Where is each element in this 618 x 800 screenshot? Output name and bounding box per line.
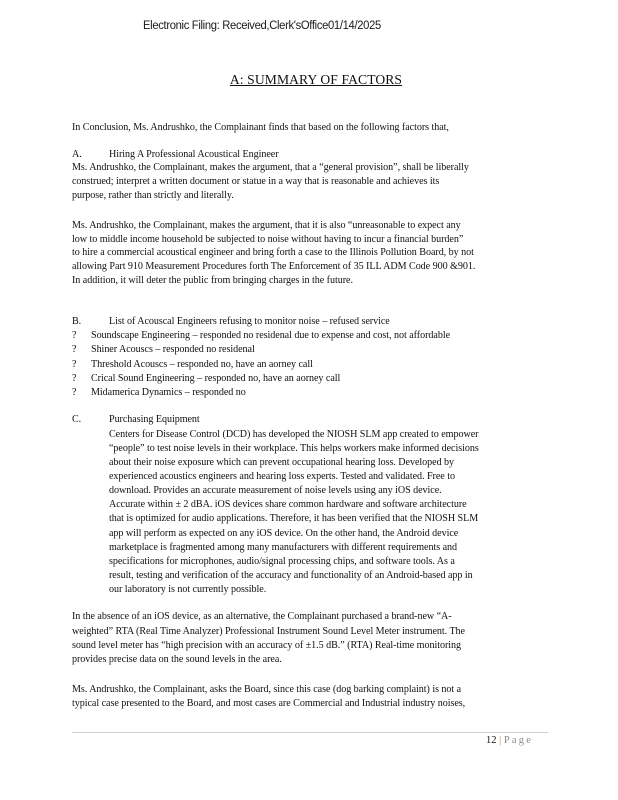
section-a-letter: A. <box>72 149 82 160</box>
section-c-line: about their noise exposure which can prevent occupational hearing loss. Developed by <box>109 457 455 468</box>
section-c-heading: Purchasing Equipment <box>109 414 200 425</box>
page-number <box>486 735 533 746</box>
page-title: A: SUMMARY OF FACTORS <box>229 72 403 87</box>
section-c-line: download. Provides an accurate measurement of noise levels using any iOS device. <box>109 485 442 496</box>
bullet-glyph: ? <box>72 330 77 341</box>
page-number-value: 12 <box>486 735 497 746</box>
list-item: Shiner Acouscs – responded no residenal <box>91 344 255 355</box>
list-item: Soundscape Engineering – responded no residenal due to expense and cost, not affordable <box>91 330 451 341</box>
section-c-line: specifications for microphones, audio/signal processing chips, and software tools. As a <box>109 556 455 567</box>
bullet-glyph: ? <box>72 373 77 384</box>
section-c-line: app will perform as expected on any iOS device. On the other hand, the Android device <box>109 528 459 539</box>
section-c-line: that is optimized for audio applications. Therefore, it has been verified that the NIOSH SLM <box>109 513 479 524</box>
section-c-line: Centers for Disease Control (DCD) has developed the NIOSH SLM app created to empower <box>109 429 479 440</box>
section-a-para1-line: Ms. Andrushko, the Complainant, makes the argument, that a “general provision”, shall be liberally <box>72 162 469 173</box>
section-a-para2-line: In addition, it will deter the public from bringing charges in the future. <box>72 275 353 286</box>
paragraph-line: Ms. Andrushko, the Complainant, asks the Board, since this case (dog barking complaint) is not a <box>72 684 462 695</box>
section-c-line: result, testing and verification of the accuracy and functionality of an Android-based app in <box>109 570 473 581</box>
list-item: Crical Sound Engineering – responded no, have an aorney call <box>91 373 341 384</box>
footer-divider <box>72 732 548 733</box>
section-c-line: experienced acoustics engineers and hearing loss experts. Tested and validated. Free to <box>109 471 455 482</box>
paragraph-line: typical case presented to the Board, and most cases are Commercial and Industrial industry noises, <box>72 698 466 709</box>
page-label: Page <box>503 735 534 746</box>
bullet-glyph: ? <box>72 344 77 355</box>
section-a-heading: Hiring A Professional Acoustical Engineer <box>109 149 279 160</box>
section-a-para1-line: construed; interpret a written document or statue in a way that is reasonable and achieves its <box>72 176 440 187</box>
section-a-para2-line: Ms. Andrushko, the Complainant, makes the argument, that it is also “unreasonable to expect any <box>72 220 461 231</box>
bullet-glyph: ? <box>72 359 77 370</box>
section-c-line: our laboratory is not currently possible. <box>109 584 267 595</box>
section-c-line: Accurate within ± 2 dBA. iOS devices share common hardware and software architecture <box>109 499 467 510</box>
paragraph-line: weighted” RTA (Real Time Analyzer) Professional Instrument Sound Level Meter instrument. The <box>72 626 465 637</box>
section-c-line: marketplace is fragmented among many manufacturers with different requirements and <box>109 542 458 553</box>
bullet-glyph: ? <box>72 387 77 398</box>
section-b-letter: B. <box>72 316 82 327</box>
paragraph-line: In the absence of an iOS device, as an alternative, the Complainant purchased a brand-new “A- <box>72 611 452 622</box>
paragraph-line: sound level meter has “high precision with an accuracy of ±1.5 dB.” (RTA) Real-time monitoring <box>72 640 462 651</box>
list-item: Threshold Acouscs – responded no, have an aorney call <box>91 359 313 370</box>
section-c-line: “people” to test noise levels in their workplace. This helps workers make informed decisions <box>109 443 479 454</box>
list-item: Midamerica Dynamics – responded no <box>91 387 246 398</box>
section-a-para2-line: low to middle income household be subjected to noise without having to incur a financial burden” <box>72 234 464 245</box>
page-number-separator: | <box>499 735 502 746</box>
filing-header: Electronic Filing: Received,Clerk'sOffice01/14/2025 <box>143 18 381 32</box>
paragraph-line: provides precise data on the sound levels in the area. <box>72 654 282 665</box>
section-c-letter: C. <box>72 414 82 425</box>
section-a-para1-line: purpose, rather than strictly and literally. <box>72 190 234 201</box>
section-b-heading: List of Acouscal Engineers refusing to monitor noise – refused service <box>109 316 390 327</box>
intro-paragraph: In Conclusion, Ms. Andrushko, the Complainant finds that based on the following factors that, <box>72 122 449 133</box>
section-a-para2-line: allowing Part 910 Measurement Procedures forth The Enforcement of 35 ILL ADM Code 900 &901. <box>72 261 476 272</box>
section-a-para2-line: to hire a commercial acoustical engineer and bring forth a case to the Illinois Pollution Board, by not <box>72 247 474 258</box>
